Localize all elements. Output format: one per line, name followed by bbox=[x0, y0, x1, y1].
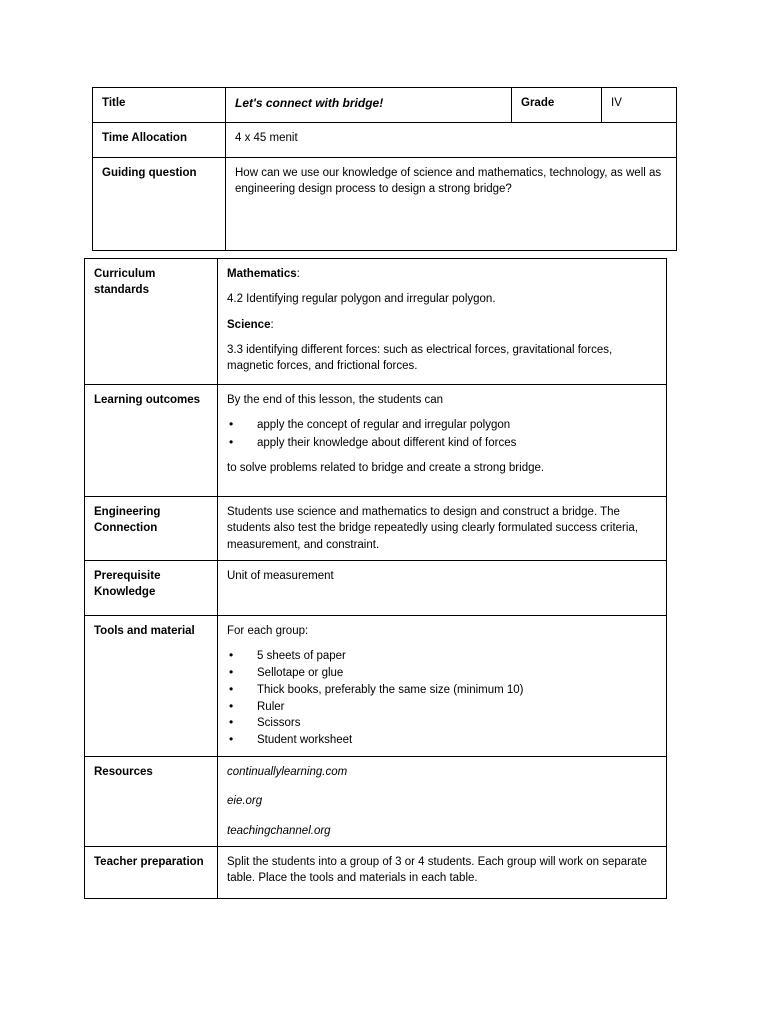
cell-engineering-label: Engineering Connection bbox=[85, 497, 218, 561]
curriculum-science-text: 3.3 identifying different forces: such as electrical forces, gravitational forces, magnetic forces, and frictional forces. bbox=[227, 343, 613, 373]
resource-link: eie.org bbox=[227, 795, 263, 808]
cell-tools-label: Tools and material bbox=[85, 615, 218, 756]
table-row-learning-outcomes bbox=[85, 385, 667, 497]
table-row-guiding-question bbox=[93, 158, 677, 251]
outcomes-bullet-list bbox=[227, 417, 658, 451]
cell-outcomes-label: Learning outcomes bbox=[85, 385, 218, 497]
cell-title-label: Title bbox=[93, 88, 226, 123]
curriculum-science-heading-line bbox=[227, 317, 658, 333]
math-colon: : bbox=[296, 268, 300, 280]
table-row-tools-and-material bbox=[85, 615, 667, 756]
list-item: • 5 sheets of paper bbox=[227, 648, 658, 665]
table-row-title bbox=[93, 88, 677, 123]
list-item: • apply their knowledge about different kind of forces bbox=[227, 435, 658, 451]
table-row-teacher-preparation bbox=[85, 846, 667, 898]
cell-tools-value bbox=[218, 615, 667, 756]
cell-teacher-preparation-label: Teacher preparation bbox=[85, 846, 218, 898]
outcomes-closing: to solve problems related to bridge and create a strong bridge. bbox=[227, 461, 545, 474]
curriculum-math-heading-line bbox=[227, 266, 658, 282]
lesson-body-table bbox=[84, 258, 667, 899]
cell-grade-label: Grade bbox=[512, 88, 602, 123]
cell-prerequisite-label: Prerequisite Knowledge bbox=[85, 560, 218, 615]
cell-time-label: Time Allocation bbox=[93, 123, 226, 158]
list-item: • Ruler bbox=[227, 699, 658, 716]
list-item: • Scissors bbox=[227, 715, 658, 732]
list-item: • Student worksheet bbox=[227, 732, 658, 749]
cell-teacher-preparation-value: Split the students into a group of 3 or 4 students. Each group will work on separate table. Place the tools and materials in each table. bbox=[218, 846, 667, 898]
science-heading: Science bbox=[227, 318, 271, 331]
cell-curriculum-value bbox=[218, 259, 667, 385]
outcomes-intro: By the end of this lesson, the students can bbox=[227, 394, 444, 406]
cell-prerequisite-value: Unit of measurement bbox=[218, 560, 667, 615]
lesson-title-text: Let's connect with bridge! bbox=[235, 96, 384, 110]
lesson-meta-table bbox=[92, 87, 677, 251]
curriculum-math-text: 4.2 Identifying regular polygon and irregular polygon. bbox=[227, 293, 496, 306]
tools-bullet-list bbox=[227, 648, 658, 749]
list-item: • apply the concept of regular and irregular polygon bbox=[227, 417, 658, 433]
resource-link: continuallylearning.com bbox=[227, 766, 348, 778]
table-row-curriculum-standards bbox=[85, 259, 667, 385]
cell-guiding-label: Guiding question bbox=[93, 158, 226, 251]
table-row-time-allocation bbox=[93, 123, 677, 158]
cell-engineering-value: Students use science and mathematics to design and construct a bridge. The students also test the bridge repeatedly using clearly formulated success criteria, measurement, and constraint. bbox=[218, 497, 667, 561]
list-item: • Thick books, preferably the same size (minimum 10) bbox=[227, 682, 658, 699]
list-item: • Sellotape or glue bbox=[227, 665, 658, 682]
cell-resources-value bbox=[218, 757, 667, 847]
cell-resources-label: Resources bbox=[85, 757, 218, 847]
science-colon: : bbox=[270, 318, 274, 331]
cell-time-value: 4 x 45 menit bbox=[226, 123, 677, 158]
cell-curriculum-label: Curriculum standards bbox=[85, 259, 218, 385]
table-row-resources bbox=[85, 757, 667, 847]
table-row-prerequisite-knowledge bbox=[85, 560, 667, 615]
cell-guiding-value: How can we use our knowledge of science and mathematics, technology, as well as engineering design process to design a strong bridge? bbox=[226, 158, 677, 251]
cell-grade-value: IV bbox=[602, 88, 677, 123]
tools-intro: For each group: bbox=[227, 624, 309, 637]
table-row-engineering-connection bbox=[85, 497, 667, 561]
cell-title-value bbox=[226, 88, 512, 123]
math-heading: Mathematics bbox=[227, 268, 297, 280]
resource-link: teachingchannel.org bbox=[227, 824, 331, 837]
cell-outcomes-value bbox=[218, 385, 667, 497]
